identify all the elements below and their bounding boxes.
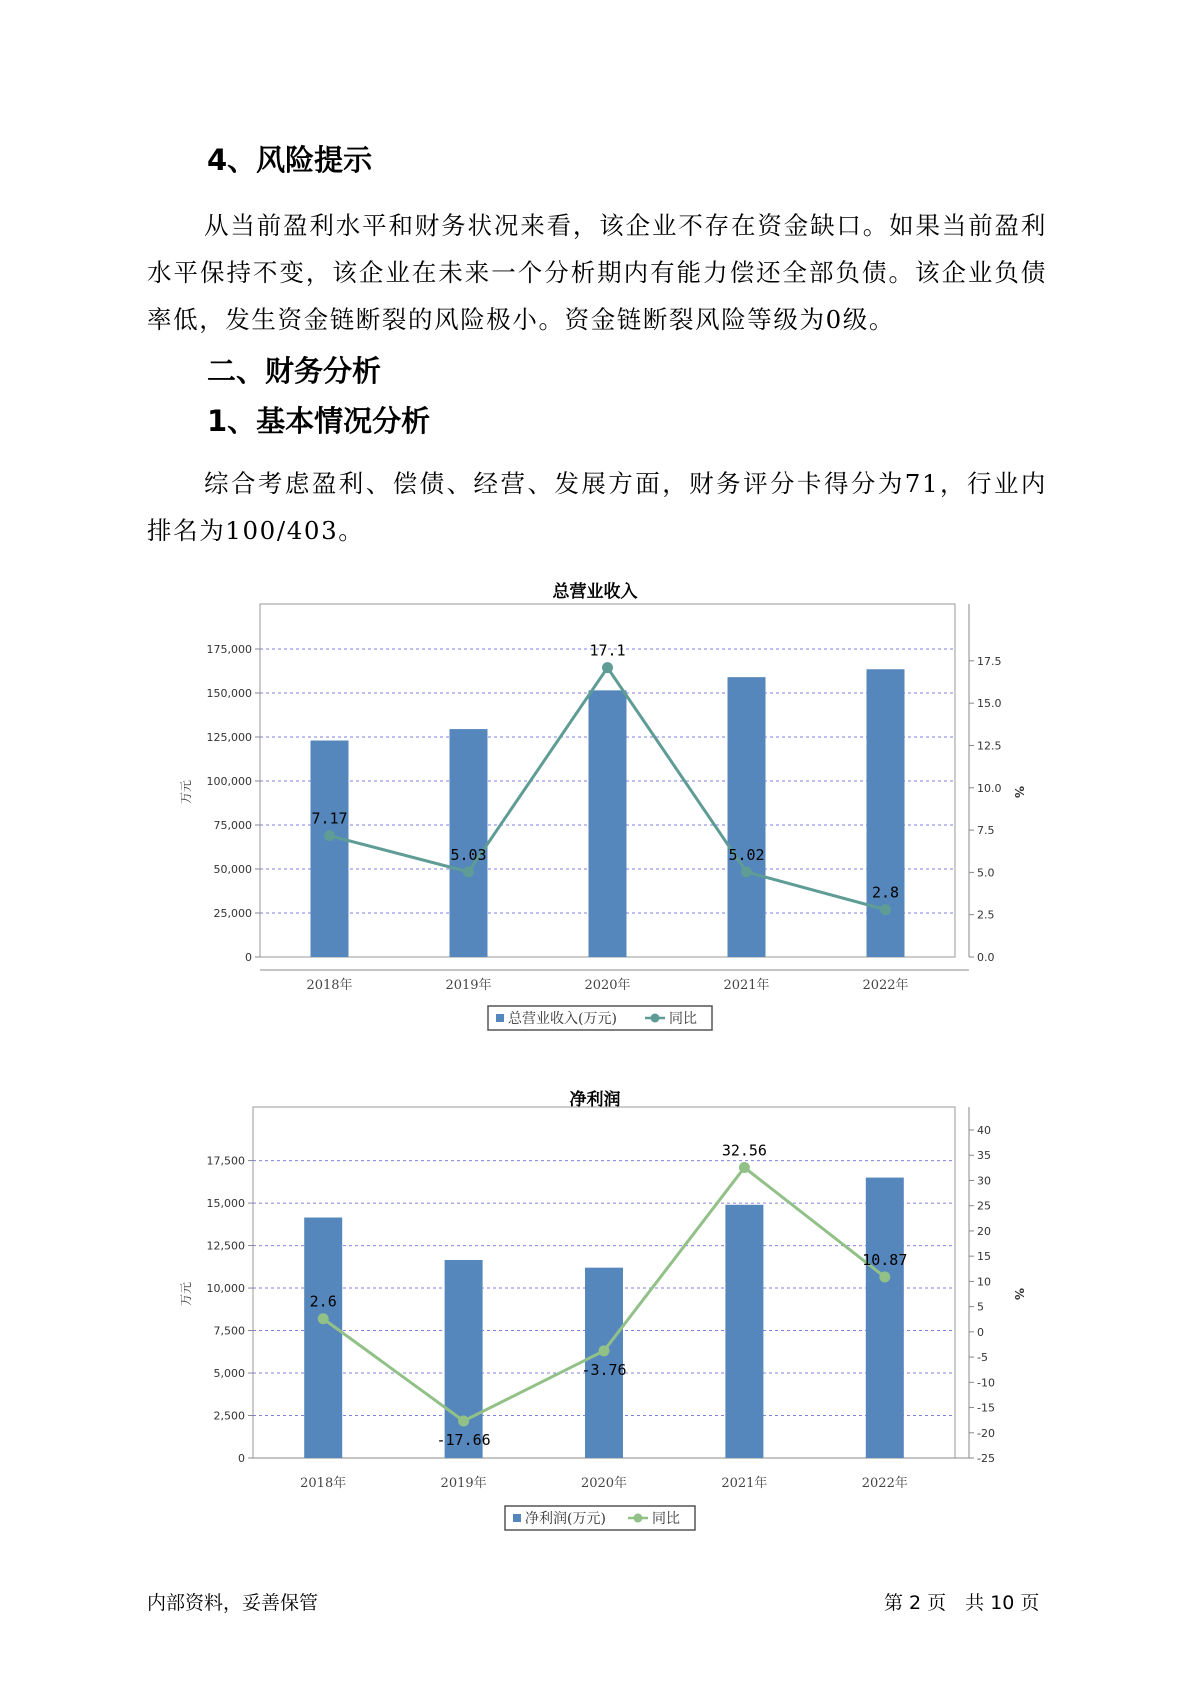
chart1-legend-bar-label: 净利润(万元) <box>525 1511 606 1527</box>
chart1-right-tick-label: 15 <box>977 1250 991 1264</box>
chart0-right-tick-label: 5.0 <box>977 866 995 880</box>
chart1-right-tick-label: 25 <box>977 1199 991 1213</box>
chart0-yoy-point <box>741 867 752 878</box>
chart0-right-tick-label: 7.5 <box>977 824 995 838</box>
chart0-yoy-point <box>880 904 891 915</box>
chart1-right-tick-label: -25 <box>977 1452 995 1465</box>
chart1-right-tick-label: 35 <box>977 1149 991 1163</box>
chart0-left-tick-label: 75,000 <box>213 819 252 832</box>
chart1-yoy-point <box>739 1162 750 1173</box>
net-profit-chart <box>0 1075 1191 1545</box>
chart0-category-label: 2019年 <box>445 978 492 993</box>
chart0-title: 总营业收入 <box>552 582 638 602</box>
chart0-yoy-label: 2.8 <box>871 883 900 902</box>
chart0-yoy-label: 5.03 <box>450 845 487 864</box>
chart1-yoy-label: 10.87 <box>862 1250 908 1269</box>
chart1-bar <box>725 1205 763 1458</box>
chart1-left-tick-label: 10,000 <box>206 1282 245 1296</box>
chart1-left-tick-label: 12,500 <box>206 1239 245 1253</box>
chart0-category-label: 2020年 <box>584 978 631 993</box>
footer-page-number: 第 2 页 共 10 页 <box>884 1592 1040 1614</box>
chart1-yoy-point <box>318 1313 329 1324</box>
chart1-bar <box>304 1218 342 1458</box>
chart0-category-label: 2018年 <box>306 978 353 993</box>
chart1-yoy-label: 2.6 <box>309 1292 337 1311</box>
chart0-left-tick-label: 25,000 <box>213 907 252 920</box>
finance-heading: 二、财务分析 <box>207 354 382 388</box>
chart1-right-tick-label: 40 <box>977 1124 991 1137</box>
chart1-right-tick-label: 5 <box>977 1300 984 1314</box>
chart1-y-axis-title-right: % <box>1012 1287 1026 1301</box>
chart1-right-tick-label: 30 <box>977 1174 991 1188</box>
chart0-left-tick-label: 150,000 <box>206 687 252 700</box>
chart1-right-tick-label: -20 <box>977 1426 995 1440</box>
chart1-y-axis-title-left: 万元 <box>179 1281 193 1307</box>
chart1-right-tick-label: -10 <box>977 1376 995 1390</box>
chart1-left-tick-label: 2,500 <box>213 1409 245 1423</box>
chart0-bar <box>589 690 627 957</box>
chart1-category-label: 2018年 <box>300 1476 347 1491</box>
chart1-yoy-label: -17.66 <box>436 1430 491 1449</box>
chart0-yoy-label: 5.02 <box>728 846 765 865</box>
chart1-legend-line-marker <box>634 1514 643 1523</box>
chart0-right-tick-label: 17.5 <box>977 654 1002 668</box>
basic-heading: 1、基本情况分析 <box>207 404 431 438</box>
chart0-left-tick-label: 125,000 <box>206 731 252 744</box>
chart1-bar <box>866 1178 904 1458</box>
basic-paragraph: 综合考虑盈利、偿债、经营、发展方面，财务评分卡得分为71，行业内排名为100/403。 <box>147 469 1047 545</box>
chart1-category-label: 2019年 <box>440 1476 487 1491</box>
footer-confidential: 内部资料，妥善保管 <box>147 1592 319 1614</box>
chart1-yoy-label: 32.56 <box>721 1141 767 1160</box>
chart1-title: 净利润 <box>569 1090 621 1110</box>
chart0-yoy-label: 17.1 <box>589 641 626 660</box>
chart0-right-tick-label: 2.5 <box>977 908 995 922</box>
chart0-bar <box>450 729 488 957</box>
chart1-category-label: 2021年 <box>721 1476 768 1491</box>
chart1-right-tick-label: -15 <box>977 1401 995 1415</box>
chart1-category-label: 2020年 <box>580 1476 628 1491</box>
chart1-left-tick-label: 5,000 <box>213 1367 245 1381</box>
chart1-left-tick-label: 7,500 <box>213 1324 245 1338</box>
net-profit-chart-svg <box>0 1075 1191 1545</box>
chart1-category-label: 2022年 <box>861 1476 908 1491</box>
chart1-yoy-point <box>458 1415 469 1426</box>
revenue-chart-svg <box>0 575 1191 1035</box>
chart1-right-tick-label: -5 <box>977 1351 988 1365</box>
chart1-legend-bar-swatch <box>513 1514 521 1522</box>
chart0-left-tick-label: 0 <box>245 951 252 964</box>
chart1-yoy-point <box>879 1271 890 1282</box>
chart0-bar <box>728 677 766 957</box>
chart0-category-label: 2021年 <box>723 978 770 993</box>
chart0-yoy-point <box>324 830 335 841</box>
revenue-chart <box>0 575 1191 1035</box>
chart0-right-tick-label: 10.0 <box>977 781 1002 795</box>
chart1-left-tick-label: 15,000 <box>206 1197 245 1211</box>
chart1-right-tick-label: 20 <box>977 1224 991 1238</box>
chart1-left-tick-label: 17,500 <box>206 1154 245 1168</box>
chart0-y-axis-title-right: % <box>1012 785 1026 799</box>
chart0-legend-bar-swatch <box>496 1014 504 1022</box>
chart0-category-label: 2022年 <box>862 978 909 993</box>
chart0-left-tick-label: 175,000 <box>206 643 252 656</box>
chart0-legend-line-label: 同比 <box>669 1011 697 1027</box>
chart0-right-tick-label: 12.5 <box>977 739 1002 753</box>
chart0-right-tick-label: 15.0 <box>977 697 1002 711</box>
risk-heading: 4、风险提示 <box>207 143 373 177</box>
chart0-right-tick-label: 0.0 <box>977 951 995 964</box>
chart1-yoy-label: -3.76 <box>581 1360 627 1379</box>
chart1-bar <box>445 1260 483 1458</box>
chart0-yoy-label: 7.17 <box>311 809 348 828</box>
chart0-left-tick-label: 50,000 <box>213 863 252 876</box>
chart0-yoy-point <box>463 866 474 877</box>
chart0-legend-line-marker <box>651 1014 660 1023</box>
chart1-left-tick-label: 0 <box>238 1452 245 1465</box>
chart0-left-tick-label: 100,000 <box>206 775 252 788</box>
risk-paragraph: 从当前盈利水平和财务状况来看，该企业不存在资金缺口。如果当前盈利水平保持不变，该企业在未来一个分析期内有能力偿还全部负债。该企业负债率低，发生资金链断裂的风险极小。资金链断裂风险等级为0级。 <box>147 211 1047 334</box>
chart1-legend-line-label: 同比 <box>652 1511 680 1527</box>
chart1-right-tick-label: 0 <box>977 1325 984 1339</box>
chart0-bar <box>311 741 349 957</box>
chart0-yoy-point <box>602 662 613 673</box>
chart0-legend-bar-label: 总营业收入(万元) <box>508 1011 617 1027</box>
chart1-yoy-point <box>599 1345 610 1356</box>
chart1-right-tick-label: 10 <box>977 1275 991 1289</box>
chart0-y-axis-title-left: 万元 <box>179 779 193 805</box>
